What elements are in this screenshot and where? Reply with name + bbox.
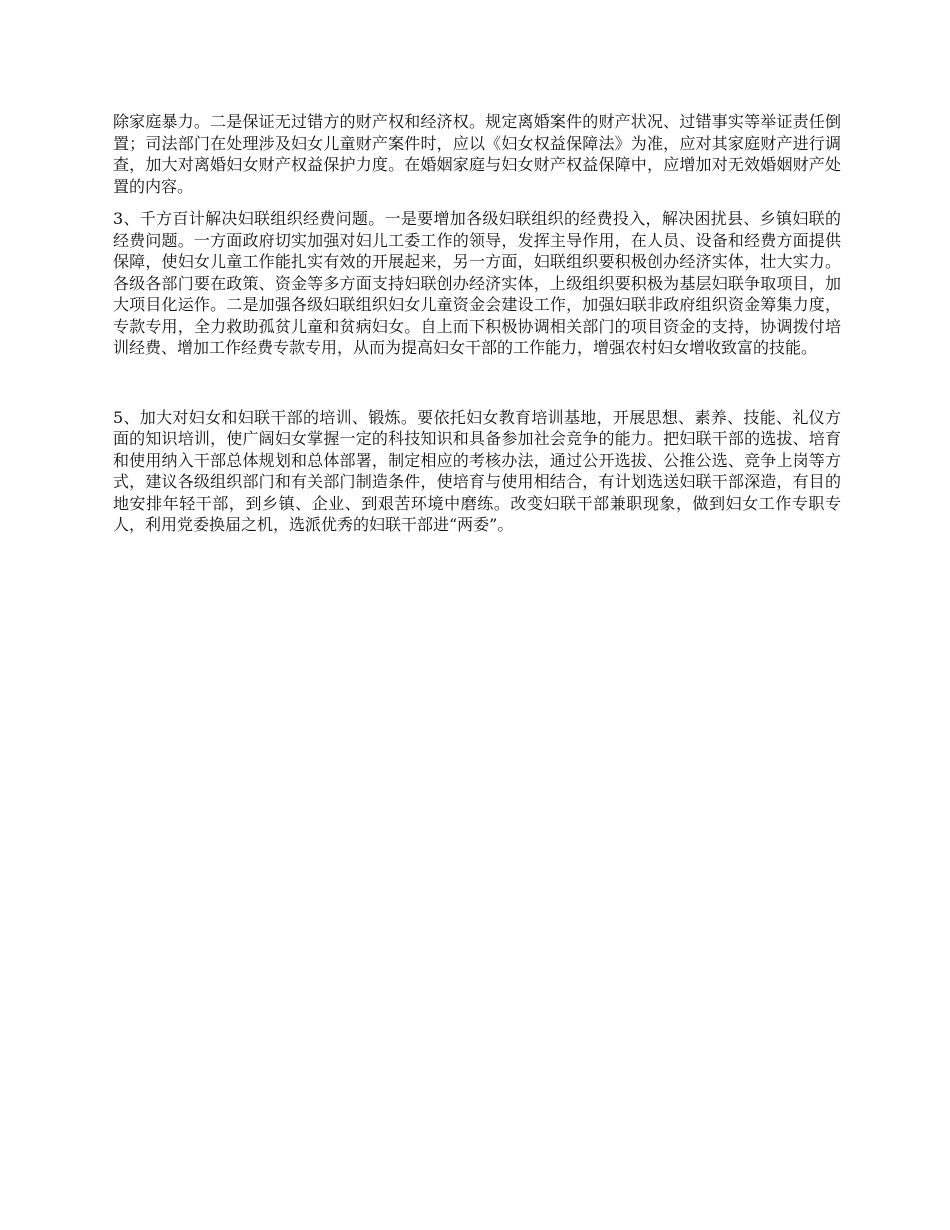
paragraph-spacer	[113, 197, 841, 208]
paragraph-spacer	[113, 359, 841, 407]
paragraph-funding-item-3: 3、千方百计解决妇联组织经费问题。一是要增加各级妇联组织的经费投入，解决困扰县、乡镇妇联的经费问题。一方面政府切实加强对妇儿工委工作的领导，发挥主导作用，在人员、设备和经费方面提供保障，使妇女儿童工作能扎实有效的开展起来，另一方面，妇联组织要积极创办经济实体，壮大实力。各级各部门要在政策、资金等多方面支持妇联创办经济实体，上级组织要积极为基层妇联争取项目，加大项目化运作。二是加强各级妇联组织妇女儿童资金会建设工作，加强妇联非政府组织资金筹集力度，专款专用，全力救助孤贫儿童和贫病妇女。自上而下积极协调相关部门的项目资金的支持，协调拨付培训经费、增加工作经费专款专用，从而为提高妇女干部的工作能力，增强农村妇女增收致富的技能。	[113, 209, 841, 357]
paragraph-training-item-5: 5、加大对妇女和妇联干部的培训、锻炼。要依托妇女教育培训基地，开展思想、素养、技能、礼仪方面的知识培训，使广阔妇女掌握一定的科技知识和具备参加社会竞争的能力。把妇联干部的选拔、培育和使用纳入干部总体规划和总体部署，制定相应的考核办法，通过公开选拔、公推公选、竞争上岗等方式，建议各级组织部门和有关部门制造条件，使培育与使用相结合，有计划选送妇联干部深造，有目的地安排年轻干部，到乡镇、企业、到艰苦环境中磨练。改变妇联干部兼职现象，做到妇女工作专职专人，利用党委换届之机，选派优秀的妇联干部进“两委”。	[113, 407, 841, 534]
paragraph-property-rights: 除家庭暴力。二是保证无过错方的财产权和经济权。规定离婚案件的财产状况、过错事实等举证责任倒置；司法部门在处理涉及妇女儿童财产案件时，应以《妇女权益保障法》为准，应对其家庭财产进行调查，加大对离婚妇女财产权益保护力度。在婚姻家庭与妇女财产权益保障中，应增加对无效婚姻财产处置的内容。	[113, 112, 841, 196]
document-page	[113, 111, 841, 536]
